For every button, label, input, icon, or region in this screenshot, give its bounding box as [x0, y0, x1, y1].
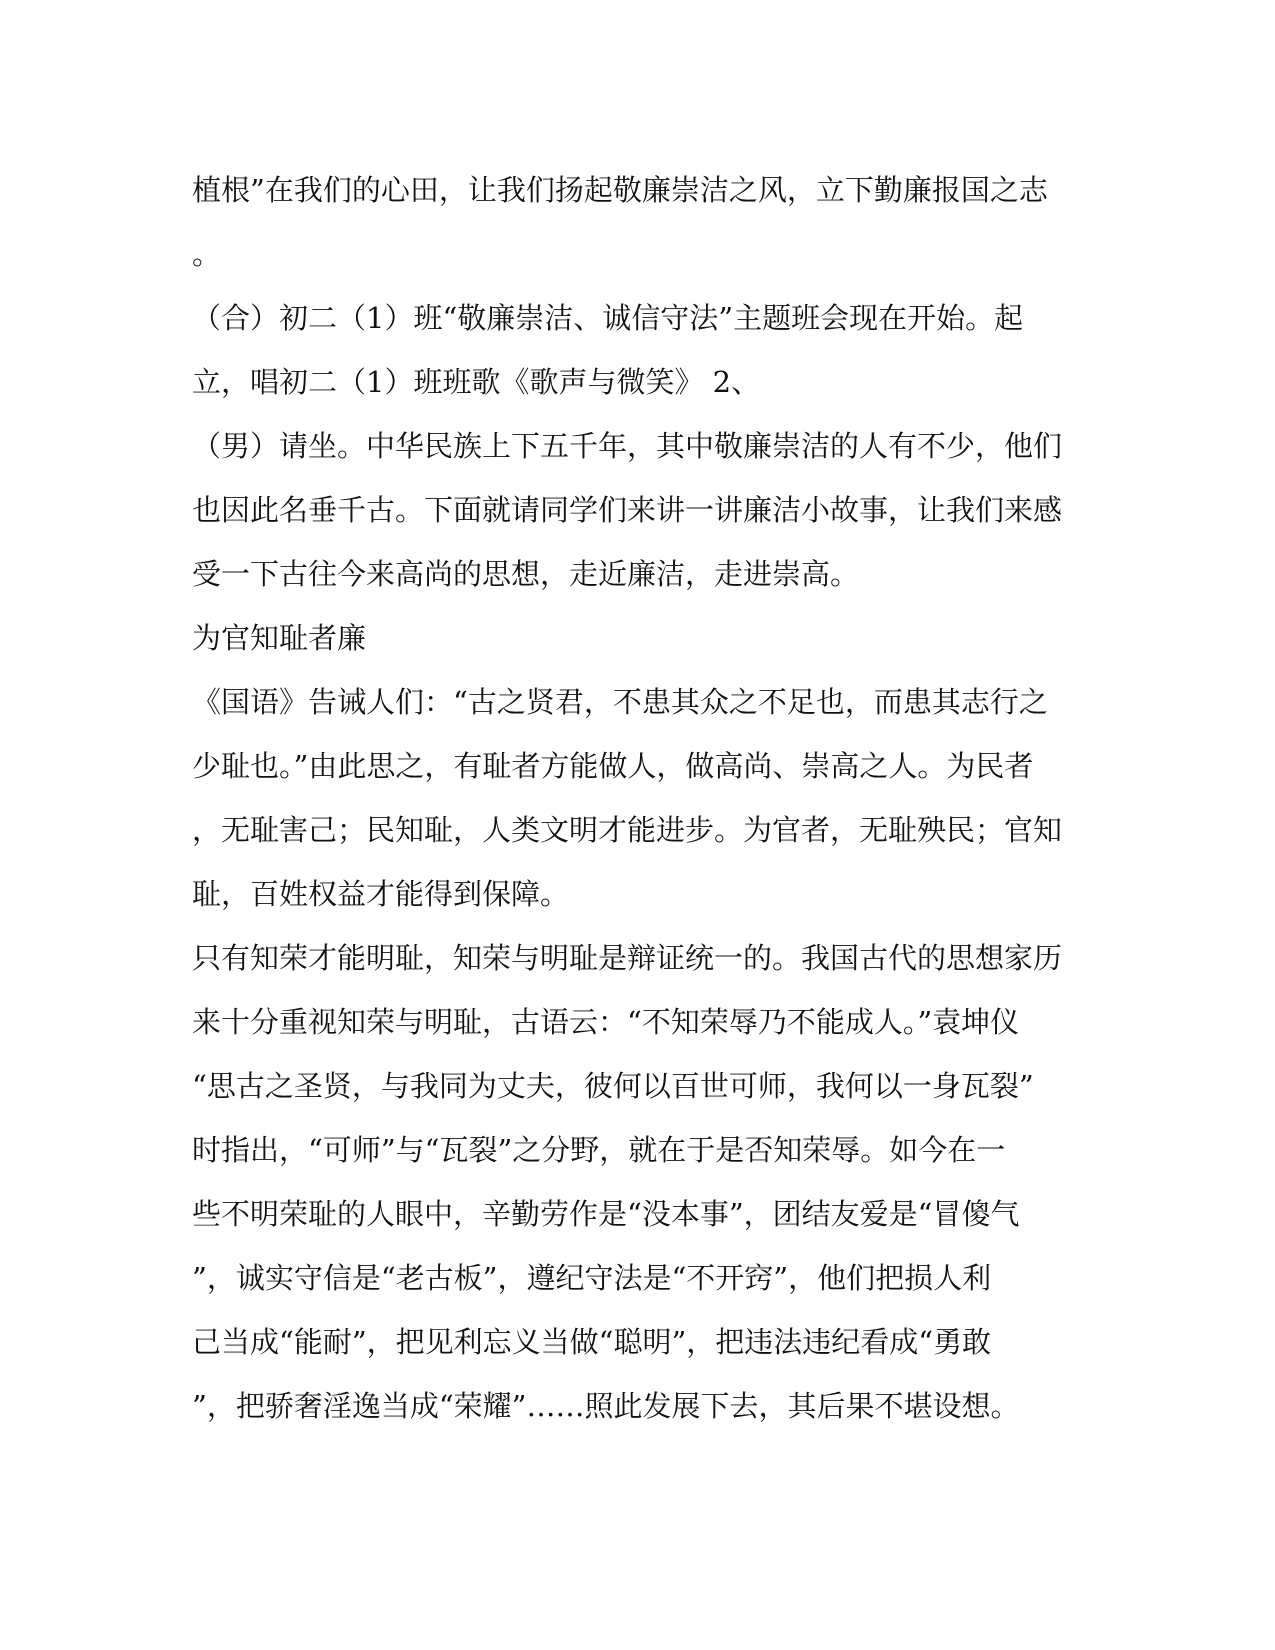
text-line: “思古之圣贤，与我同为丈夫，彼何以百世可师，我何以一身瓦裂”	[192, 1069, 1034, 1103]
text-line: 《国语》告诫人们：“古之贤君，不患其众之不足也，而患其志行之	[192, 685, 1048, 719]
text-line: ”，把骄奢淫逸当成“荣耀”……照此发展下去，其后果不堪设想。	[192, 1389, 1020, 1423]
text-line: ，无耻害己；民知耻，人类文明才能进步。为官者，无耻殃民；官知	[192, 813, 1063, 847]
text-line: 来十分重视知荣与明耻，古语云：“不知荣辱乃不能成人。”袁坤仪	[192, 1005, 1020, 1039]
text-line: 植根”在我们的心田，让我们扬起敬廉崇洁之风，立下勤廉报国之志	[192, 173, 1048, 207]
text-line: 只有知荣才能明耻，知荣与明耻是辩证统一的。我国古代的思想家历	[192, 941, 1063, 975]
text-line: 也因此名垂千古。下面就请同学们来讲一讲廉洁小故事，让我们来感	[192, 493, 1063, 527]
text-line: 。	[192, 237, 222, 271]
text-line: 时指出，“可师”与“瓦裂”之分野，就在于是否知荣辱。如今在一	[192, 1133, 1006, 1167]
text-line: （合）初二（1）班“敬廉崇洁、诚信守法”主题班会现在开始。起	[192, 301, 1024, 335]
text-line: 立，唱初二（1）班班歌《歌声与微笑》 2、	[192, 365, 761, 399]
section-heading: 为官知耻者廉	[192, 621, 367, 655]
text-line: （男）请坐。中华民族上下五千年，其中敬廉崇洁的人有不少，他们	[192, 429, 1063, 463]
text-line: 耻，百姓权益才能得到保障。	[192, 877, 570, 911]
text-line: 少耻也。”由此思之，有耻者方能做人，做高尚、崇高之人。为民者	[192, 749, 1034, 783]
text-line: ”，诚实守信是“老古板”，遵纪守法是“不开窍”，他们把损人利	[192, 1261, 992, 1295]
body-text	[192, 158, 1082, 1438]
text-line: 己当成“能耐”，把见利忘义当做“聪明”，把违法违纪看成“勇敢	[192, 1325, 992, 1359]
text-line: 受一下古往今来高尚的思想，走近廉洁，走进崇高。	[192, 557, 860, 591]
text-line: 些不明荣耻的人眼中，辛勤劳作是“没本事”，团结友爱是“冒傻气	[192, 1197, 1020, 1231]
